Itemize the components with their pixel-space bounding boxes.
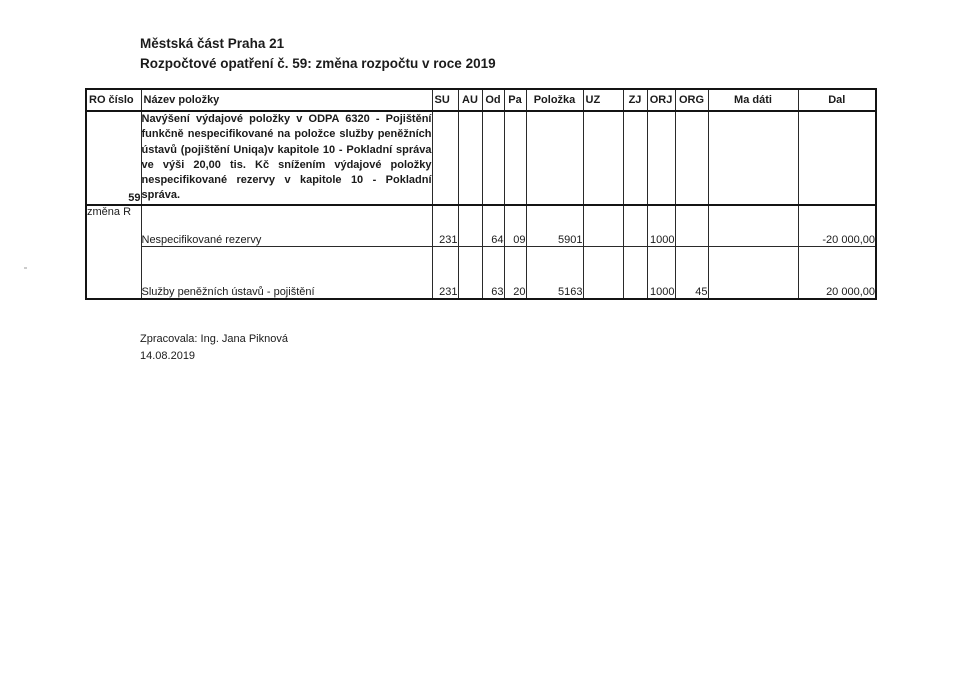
empty-cell-su — [432, 111, 458, 205]
description-line: ve výši 20,00 tis. Kč snížením výdajové položky — [141, 158, 432, 171]
header-uz: UZ — [583, 89, 623, 111]
cell-description — [141, 111, 432, 205]
cell-od: 64 — [482, 205, 504, 247]
table-row — [86, 205, 876, 247]
cell-dal: 20 000,00 — [798, 246, 876, 299]
header-dal: Dal — [798, 89, 876, 111]
description-line: funkčně nespecifikované na položce služby peněžních — [141, 128, 432, 141]
empty-cell-uz — [583, 111, 623, 205]
scan-artifact-dot — [24, 267, 27, 269]
cell-nazev: Nespecifikované rezervy — [141, 205, 432, 247]
empty-cell-ma-dati — [708, 111, 798, 205]
document-title: Městská část Praha 21 — [140, 36, 285, 51]
cell-au — [458, 205, 482, 247]
cell-dal: -20 000,00 — [798, 205, 876, 247]
empty-cell-polozka — [526, 111, 583, 205]
header-polozka: Položka — [526, 89, 583, 111]
header-ro-cislo: RO číslo — [86, 89, 141, 111]
cell-au — [458, 246, 482, 299]
footer-block — [140, 331, 288, 365]
cell-pa: 20 — [504, 246, 526, 299]
empty-cell-od — [482, 111, 504, 205]
cell-zj — [623, 205, 647, 247]
cell-uz — [583, 246, 623, 299]
cell-su: 231 — [432, 246, 458, 299]
cell-nazev: Služby peněžních ústavů - pojištění — [141, 246, 432, 299]
cell-polozka: 5163 — [526, 246, 583, 299]
empty-cell-orj — [647, 111, 675, 205]
document-title-block — [140, 34, 496, 74]
date-text: 14.08.2019 — [140, 350, 196, 362]
header-au: AU — [458, 89, 482, 111]
empty-cell-zj — [623, 111, 647, 205]
cell-org — [675, 205, 708, 247]
header-od: Od — [482, 89, 504, 111]
cell-polozka: 5901 — [526, 205, 583, 247]
cell-orj: 1000 — [647, 205, 675, 247]
description-line: ústavů (pojištění Uniqa)v kapitole 10 - Pokladní správa — [141, 143, 432, 156]
cell-uz — [583, 205, 623, 247]
cell-ma-dati — [708, 246, 798, 299]
description-row — [86, 111, 876, 205]
document-subtitle: Rozpočtové opatření č. 59: změna rozpočtu v roce 2019 — [140, 56, 496, 71]
table-header-row — [86, 89, 876, 111]
cell-ma-dati — [708, 205, 798, 247]
empty-cell-pa — [504, 111, 526, 205]
prepared-by-text: Zpracovala: Ing. Jana Piknová — [140, 333, 288, 345]
header-su: SU — [432, 89, 458, 111]
budget-table — [85, 88, 877, 300]
cell-pa: 09 — [504, 205, 526, 247]
header-orj: ORJ — [647, 89, 675, 111]
cell-su: 231 — [432, 205, 458, 247]
header-org: ORG — [675, 89, 708, 111]
empty-cell-org — [675, 111, 708, 205]
header-zj: ZJ — [623, 89, 647, 111]
header-ma-dati: Ma dáti — [708, 89, 798, 111]
cell-ro-number: 59 — [86, 111, 141, 205]
cell-orj: 1000 — [647, 246, 675, 299]
header-pa: Pa — [504, 89, 526, 111]
cell-od: 63 — [482, 246, 504, 299]
empty-cell-dal — [798, 111, 876, 205]
header-nazev-polozky: Název položky — [141, 89, 432, 111]
cell-org: 45 — [675, 246, 708, 299]
cell-zj — [623, 246, 647, 299]
table-row — [86, 246, 876, 299]
empty-cell-au — [458, 111, 482, 205]
description-line: Navýšení výdajové položky v ODPA 6320 - Pojištění — [141, 113, 432, 125]
description-line: nespecifikované rezervy v kapitole 10 - Pokladní správa. — [141, 174, 432, 202]
cell-change-label: změna R — [86, 205, 141, 299]
